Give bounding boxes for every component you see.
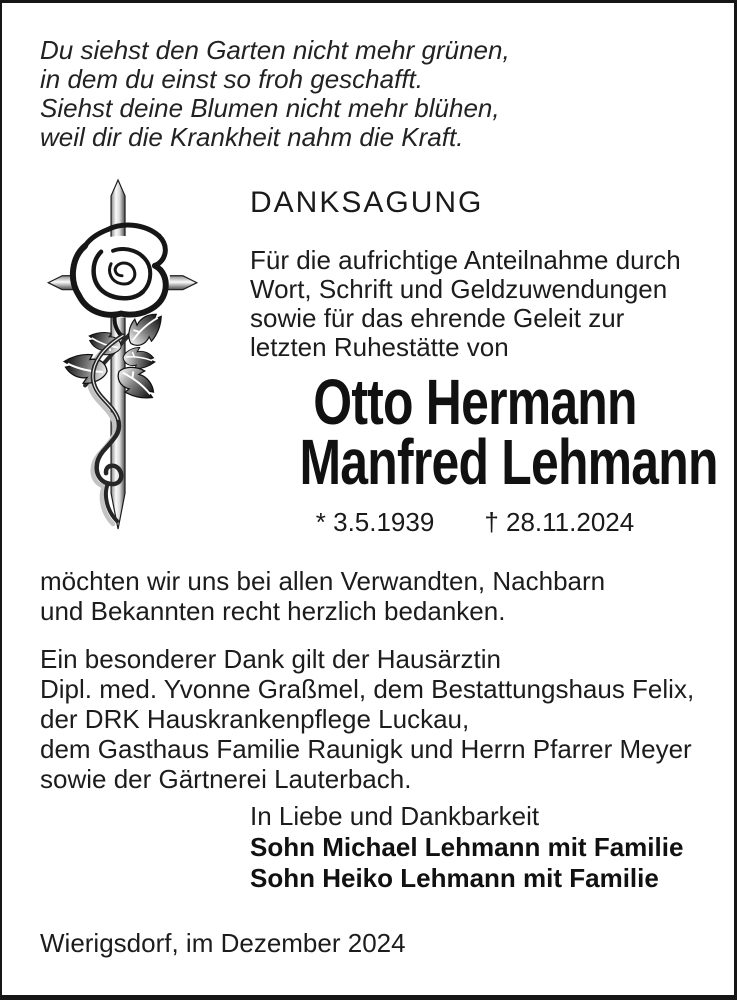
thanks-line: und Bekannten recht herzlich bedanken. bbox=[40, 596, 506, 626]
closing-lead: In Liebe und Dankbarkeit bbox=[250, 801, 540, 831]
death-date: † 28.11.2024 bbox=[484, 507, 635, 537]
place-and-date: Wierigsdorf, im Dezember 2024 bbox=[40, 928, 406, 958]
special-thanks-line: Dipl. med. Yvonne Graßmel, dem Bestattungshaus Felix, bbox=[40, 674, 695, 704]
thanks-line: möchten wir uns bei allen Verwandten, Nachbarn bbox=[40, 566, 606, 596]
cross-rose-illustration bbox=[45, 176, 220, 540]
intro-line: Wort, Schrift und Geldzuwendungen bbox=[250, 274, 668, 304]
birth-date: * 3.5.1939 bbox=[315, 507, 435, 537]
closing-section bbox=[250, 801, 683, 894]
mourner-line: Sohn Michael Lehmann mit Familie bbox=[250, 832, 684, 862]
intro-line: Für die aufrichtige Anteilnahme durch bbox=[250, 245, 681, 275]
deceased-name bbox=[299, 366, 718, 498]
mourner-line: Sohn Heiko Lehmann mit Familie bbox=[250, 863, 659, 893]
special-thanks-line: Ein besonderer Dank gilt der Hausärztin bbox=[40, 644, 502, 674]
deceased-name-line1: Otto Hermann bbox=[313, 366, 637, 438]
poem-line: in dem du einst so froh geschafft. bbox=[40, 64, 423, 94]
intro-paragraph bbox=[250, 246, 681, 362]
memorial-poem bbox=[40, 36, 510, 152]
special-thanks-line: dem Gasthaus Familie Raunigk und Herrn Pfarrer Meyer bbox=[40, 734, 692, 764]
poem-line: Du siehst den Garten nicht mehr grünen, bbox=[40, 35, 510, 65]
special-thanks-line: sowie der Gärtnerei Lauterbach. bbox=[40, 764, 412, 794]
poem-line: Siehst deine Blumen nicht mehr blühen, bbox=[40, 93, 500, 123]
special-thanks-paragraph bbox=[40, 644, 694, 794]
life-dates bbox=[250, 507, 700, 538]
deceased-name-line2: Manfred Lehmann bbox=[299, 426, 718, 498]
page-title: DANKSAGUNG bbox=[250, 186, 484, 219]
thanks-paragraph bbox=[40, 566, 605, 626]
intro-line: sowie für das ehrende Geleit zur bbox=[250, 303, 625, 333]
intro-line: letzten Ruhestätte von bbox=[250, 332, 509, 362]
special-thanks-line: der DRK Hauskrankenpflege Luckau, bbox=[40, 704, 470, 734]
poem-line: weil dir die Krankheit nahm die Kraft. bbox=[40, 122, 464, 152]
